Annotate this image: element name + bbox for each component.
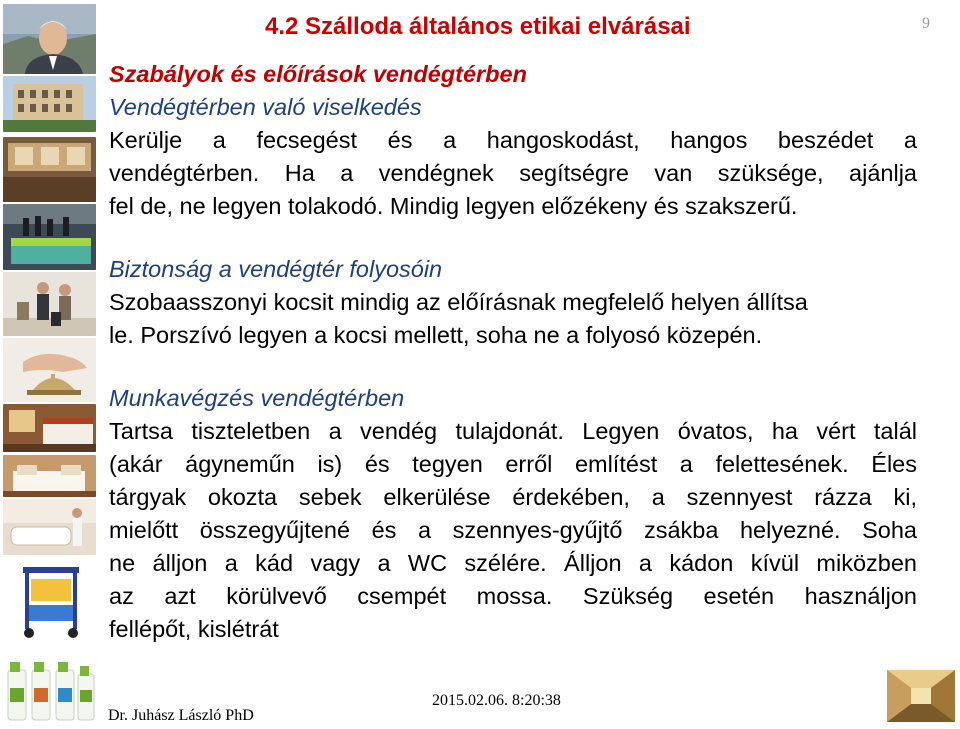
body-line: az azt körülvevő csempét mossa. Szükség esetén használjon — [109, 583, 917, 609]
reception-desk-photo — [3, 137, 96, 202]
body-line: (akár ágyneműn is) és tegyen erről említést a felettesének. Éles — [109, 451, 917, 477]
slide-title: 4.2 Szálloda általános etikai elvárásai — [265, 13, 691, 40]
bathroom-photo — [3, 499, 96, 555]
hotel-bedroom-photo — [3, 455, 96, 497]
hotel-lobby-photo — [3, 204, 96, 270]
section-subheading: Biztonság a vendégtér folyosóin — [109, 256, 443, 282]
guests-with-luggage-photo — [3, 272, 96, 336]
footer-author: Dr. Juhász László PhD — [108, 707, 254, 724]
page-number: 9 — [922, 15, 930, 32]
body-line: fellépőt, kislétrát — [109, 616, 279, 642]
spacer — [109, 223, 917, 253]
body-line: Kerülje a fecsegést és a hangoskodást, hangos beszédet a — [109, 127, 917, 153]
body-line: le. Porszívó legyen a kocsi mellett, soha ne a folyosó közepén. — [109, 322, 763, 348]
spacer — [109, 352, 917, 382]
section-heading: Szabályok és előírások vendégtérben — [109, 61, 527, 87]
body-line: Tartsa tiszteletben a vendég tulajdonát. Legyen óvatos, ha vért talál — [109, 418, 917, 444]
body-line: tárgyak okozta sebek elkerülése érdekében, a szennyest rázza ki, — [109, 484, 917, 510]
housekeeping-cart-photo — [3, 557, 96, 641]
body-line: Szobaasszonyi kocsit mindig az előírásnak megfelelő helyen állítsa — [109, 289, 808, 315]
hotel-building-photo — [3, 76, 96, 132]
portrait-photo — [3, 4, 96, 74]
slide-content — [109, 58, 917, 646]
footer-datetime: 2015.02.06. 8:20:38 — [432, 692, 561, 709]
cleaning-bottles-photo — [2, 648, 98, 724]
body-line: fel de, ne legyen tolakodó. Mindig legyen előzékeny és szakszerű. — [109, 193, 798, 219]
body-line: mielőtt összegyűjtené és a szennyes-gyűjtő zsákba helyezné. Soha — [109, 517, 917, 543]
left-picture-strip — [0, 0, 100, 726]
body-line: vendégtérben. Ha a vendégnek segítségre van szüksége, ajánlja — [109, 160, 917, 186]
hotel-corridor-photo — [887, 670, 955, 722]
section-subheading: Munkavégzés vendégtérben — [109, 385, 405, 411]
service-bell-photo — [3, 338, 96, 402]
body-line: ne álljon a kád vagy a WC szélére. Álljon a kádon kívül miközben — [109, 550, 917, 576]
section-subheading: Vendégtérben való viselkedés — [109, 94, 422, 120]
hotel-room-photo — [3, 404, 96, 452]
